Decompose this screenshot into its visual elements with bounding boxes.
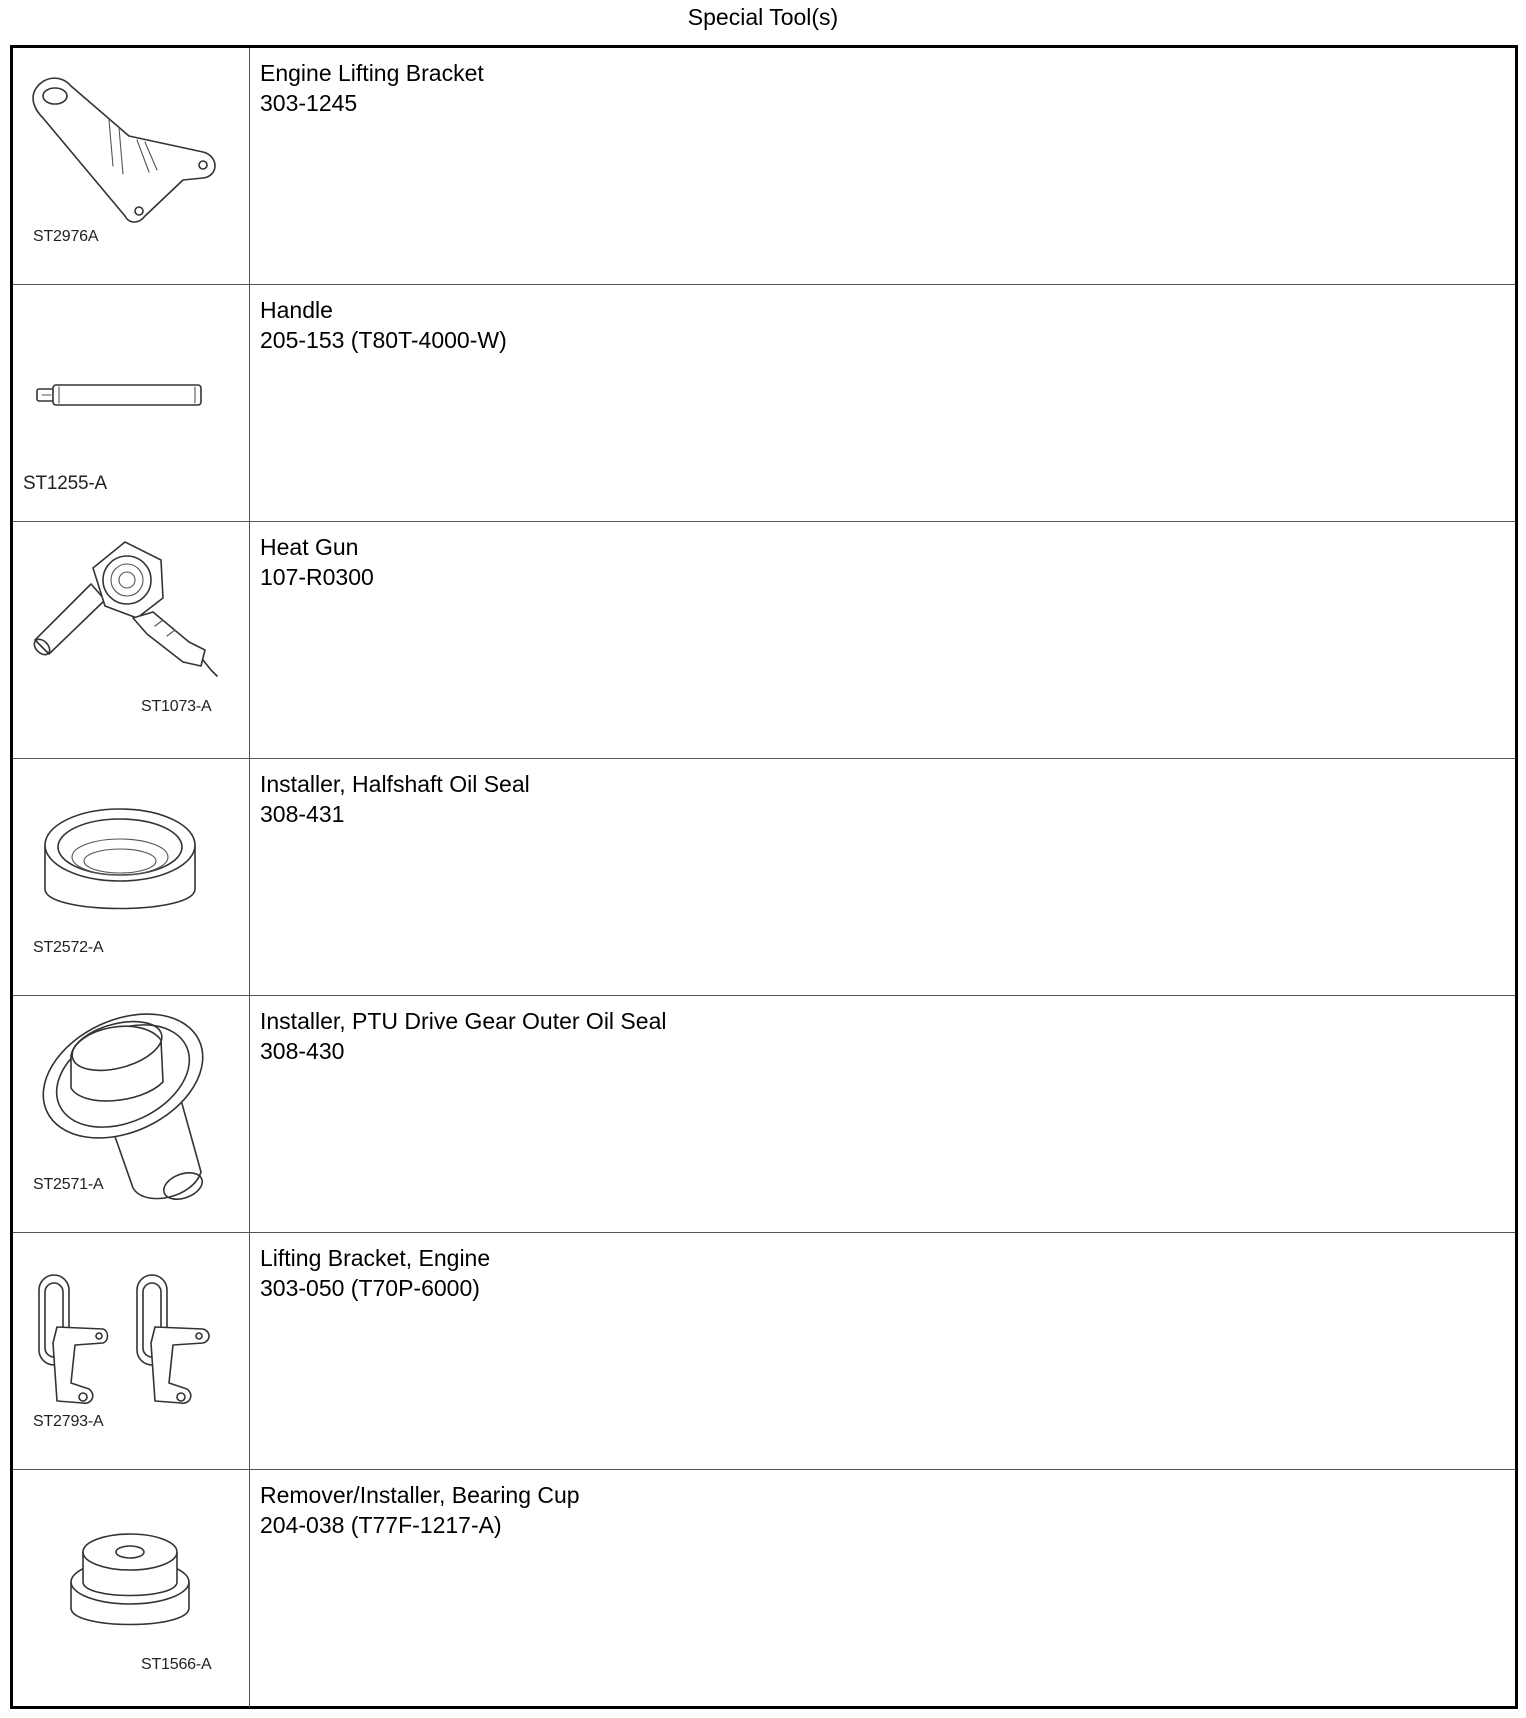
tool-part-number: 308-431: [260, 801, 345, 827]
tool-name: Heat Gun: [260, 534, 359, 560]
tool-illustration-cell: [13, 1233, 250, 1469]
tool-description: [260, 1006, 666, 1066]
heat-gun-icon: [13, 522, 248, 757]
illustration-code: ST1255-A: [23, 473, 107, 494]
table-row: [13, 522, 1515, 759]
tool-illustration-cell: [13, 759, 250, 995]
special-tools-table: [10, 45, 1518, 1709]
tool-illustration-cell: [13, 1470, 250, 1707]
tool-description: [260, 295, 507, 355]
illustration-code: ST2571-A: [33, 1176, 104, 1193]
tool-description: [260, 58, 484, 118]
lifting-brackets-icon: [13, 1233, 248, 1468]
tool-description: [260, 1480, 580, 1540]
tool-part-number: 303-050 (T70P-6000): [260, 1275, 480, 1301]
tool-part-number: 205-153 (T80T-4000-W): [260, 327, 507, 353]
bearing-cup-tool-icon: [13, 1470, 248, 1705]
engine-lifting-bracket-icon: [13, 48, 248, 283]
tool-description: [260, 532, 374, 592]
illustration-code: ST2976A: [33, 228, 99, 245]
illustration-code: ST1073-A: [141, 698, 212, 715]
tool-part-number: 204-038 (T77F-1217-A): [260, 1512, 502, 1538]
tool-name: Remover/Installer, Bearing Cup: [260, 1482, 580, 1508]
tool-illustration-cell: [13, 48, 250, 284]
table-row: [13, 48, 1515, 285]
table-row: [13, 285, 1515, 522]
halfshaft-seal-installer-icon: [13, 759, 248, 994]
tool-part-number: 303-1245: [260, 90, 358, 116]
tool-name: Handle: [260, 297, 333, 323]
tool-description: [260, 769, 530, 829]
tool-illustration-cell: [13, 522, 250, 758]
table-row: [13, 1233, 1515, 1470]
tool-name: Installer, Halfshaft Oil Seal: [260, 771, 530, 797]
page-title: Special Tool(s): [687, 4, 839, 30]
tool-illustration-cell: [13, 996, 250, 1232]
illustration-code: ST1566-A: [141, 1656, 212, 1673]
ptu-seal-installer-icon: [13, 996, 248, 1231]
table-row: [13, 1470, 1515, 1707]
tool-name: Lifting Bracket, Engine: [260, 1245, 491, 1271]
illustration-code: ST2572-A: [33, 939, 104, 956]
table-row: [13, 759, 1515, 996]
tool-part-number: 308-430: [260, 1038, 345, 1064]
table-row: [13, 996, 1515, 1233]
tool-description: [260, 1243, 490, 1303]
tool-name: Engine Lifting Bracket: [260, 60, 484, 86]
tool-part-number: 107-R0300: [260, 564, 374, 590]
illustration-code: ST2793-A: [33, 1413, 104, 1430]
tool-illustration-cell: [13, 285, 250, 521]
tool-name: Installer, PTU Drive Gear Outer Oil Seal: [260, 1008, 667, 1034]
